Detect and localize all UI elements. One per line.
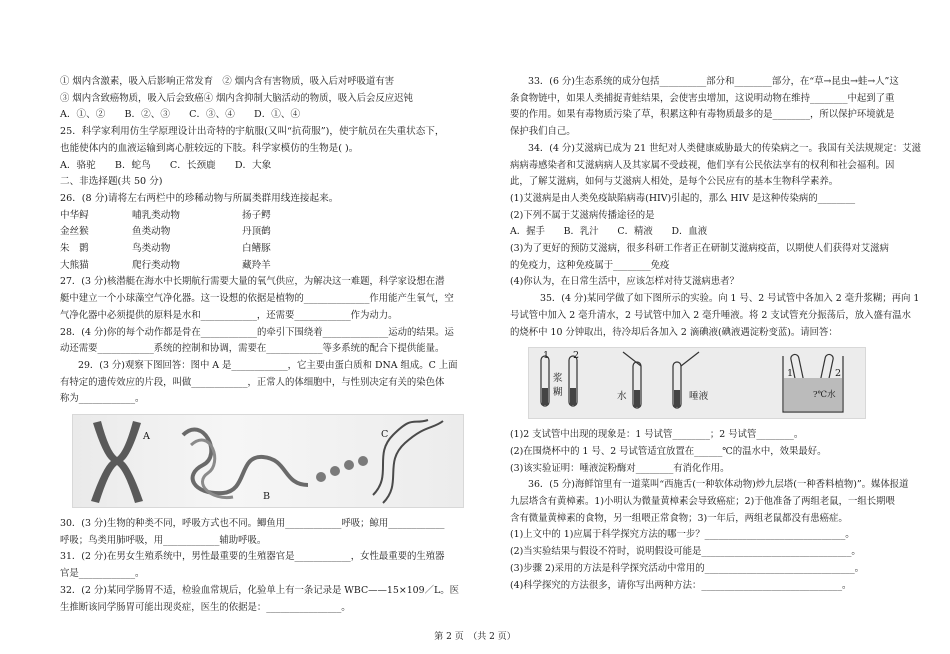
q33-line-4: 保护我们自己。 — [510, 126, 576, 138]
q36-line-3: 含有微量黄樟素的食物，另一组喂正常食物；3)一年后，两组老鼠都没有患癌症。 — [510, 512, 848, 524]
q34-line-2: 病病毒感染者和艾滋病病人及其家属不受歧视，他们享有公民依法享有的权利和社会福利。因 — [510, 159, 895, 171]
match-mid: 鸟类动物 — [132, 243, 171, 255]
q33-line-1: 33．(6 分)生态系统的成分包括__________部分和________部分，在“草→昆虫→蛙→人”这 — [528, 76, 899, 87]
q34-sub-3-line-2: 的免疫力，这种免疫属于________免疫 — [510, 259, 670, 271]
q29-line-1: 29．(3 分)观察下图回答：图中 A 是____________，它主要由蛋白质和 DNA 组成。C 上面 — [78, 359, 458, 371]
paste-fill — [634, 390, 640, 407]
q27-line-3: 气净化器中必须提供的原料是水和____________，还需要____________作为动力。 — [60, 309, 398, 321]
q34-line-3: 此，了解艾滋病，如何与艾滋病人相处，是每个公民应有的基本生物科学素养。 — [510, 176, 839, 188]
q35-sub-2: (2)在围烧杯中的 1 号、2 号试管适宜放置在______℃的温水中，效果最好。 — [510, 445, 827, 457]
q28-line-2: 动还需要____________系统的控制和协调，需要在____________等多系统的配合下提供能量。 — [60, 343, 445, 355]
q36-sub-4: (4)科学探究的方法很多，请你写出两种方法：______________________________。 — [510, 579, 852, 591]
q24-option-line-1: ① 烟内含激素，吸入后影响正常发育 ② 烟内含有害物质，吸入后对呼吸道有害 — [60, 76, 395, 87]
match-left: 大熊猫 — [60, 259, 89, 271]
q31-line-1: 31．(2 分)在男女生殖系统中，男性最重要的生殖器官是____________，女性最重要的生殖器 — [60, 551, 445, 563]
q24-answers: A．①、② B．②、③ C．③、④ D．①、④ — [60, 109, 301, 121]
q34-sub-4: (4)你认为，在日常生活中，应该怎样对待艾滋病患者？ — [510, 276, 739, 288]
test-tube-figure — [528, 347, 866, 419]
q26-prompt: 26．(8 分)请将左右两栏中的珍稀动物与所属类群用线连接起来。 — [60, 192, 339, 204]
match-left: 朱 鹮 — [60, 243, 89, 255]
q26-match-table — [60, 208, 440, 275]
tube-label-1: 1 — [543, 350, 550, 362]
beaker-water-label: ?℃水 — [813, 390, 836, 401]
q25-line-1: 25．科学家利用仿生学原理设计出奇特的宇航服(又叫“抗荷服”)，使宇航员在失重状态下， — [60, 126, 445, 138]
right-column — [510, 74, 921, 594]
match-left: 金丝猴 — [60, 226, 89, 238]
match-mid: 哺乳类动物 — [132, 209, 180, 221]
q32-line-2: 生推断该同学肠胃可能出现炎症，医生的依据是：________________。 — [60, 601, 351, 613]
section-heading: 二、非选择题(共 50 分) — [60, 176, 163, 188]
dropper — [681, 352, 699, 366]
q30-line-1: 30．(3 分)生物的种类不同，呼吸方式也不同。鲫鱼用____________呼吸；鲸用____________ — [60, 518, 445, 530]
tube-label-2: 2 — [573, 350, 580, 362]
q30-line-2: 呼吸；鸟类用肺呼吸，用____________辅助呼吸。 — [60, 534, 267, 546]
page-footer: 第 2 页 （共 2 页） — [434, 632, 516, 642]
q34-sub-1: (1)艾滋病是由人类免疫缺陷病毒(HIV)引起的，那么 HIV 是这种传染病的________ — [510, 192, 856, 204]
q36-sub-1: (1)上文中的 1)应属于科学探究方法的哪一步？______________________________。 — [510, 529, 855, 541]
q29-line-3: 称为____________。 — [60, 393, 145, 405]
q31-line-2: 官是____________。 — [60, 568, 145, 580]
figure-label-c: C — [381, 429, 389, 441]
beaker-tube-label-1: 1 — [787, 368, 794, 380]
paste-label-1: 浆 — [553, 373, 563, 385]
q32-line-1: 32．(2 分)某同学肠胃不适，检验血常规后，化验单上有一条记录是 WBC——15×109／L。医 — [60, 584, 459, 596]
q34-sub-2-options: A．握手 B．乳汁 C．精液 D．血液 — [510, 226, 708, 238]
q25-answers: A．骆驼 B．蛇鸟 C．长颈鹿 D．大象 — [60, 159, 272, 171]
coiled-fiber — [183, 430, 308, 498]
q33-line-2: 条食物链中，如果人类捕捉青蛙结果，会使害虫增加，这说明动物在维持________中起到了重 — [510, 92, 895, 104]
match-row — [60, 208, 440, 225]
match-row — [60, 224, 440, 241]
nucleosome-beads — [316, 456, 368, 482]
chromosome-shape — [91, 421, 143, 503]
q35-sub-1: (1)2 支试管中出现的现象是：1 号试管________；2 号试管________。 — [510, 429, 804, 441]
q29-line-2: 有特定的遗传效应的片段，叫做____________，正常人的体细胞中，与性别决定有关的染色体 — [60, 376, 445, 388]
match-mid: 鱼类动物 — [132, 226, 171, 238]
saliva-label: 唾液 — [689, 391, 709, 403]
match-right: 扬子鳄 — [242, 209, 271, 221]
test-tube-illustration — [529, 348, 865, 418]
q34-line-1: 34．(4 分)艾滋病已成为 21 世纪对人类健康威胁最大的传染病之一。我国有关法规规定：艾滋 — [528, 142, 921, 154]
left-column — [60, 74, 459, 616]
match-row — [60, 258, 440, 275]
paste-fill — [674, 390, 680, 407]
q24-option-line-2: ③ 烟内含致癌物质，吸入后会致癌④ 烟内含抑制大脑活动的物质，吸入后会反应迟钝 — [60, 92, 413, 104]
paste-label-2: 糊 — [553, 387, 563, 399]
q35-line-3: 的烧杯中 10 分钟取出，待冷却后各加入 2 滴碘液(碘液遇淀粉变蓝)。请回答： — [510, 326, 838, 338]
figure-label-a: A — [143, 431, 150, 443]
q35-sub-3: (3)该实验证明：唾液淀粉酶对________有消化作用。 — [510, 462, 730, 474]
match-right: 丹顶鹤 — [242, 226, 271, 238]
match-mid: 爬行类动物 — [132, 259, 180, 271]
dropper — [623, 352, 641, 366]
paste-fill — [570, 388, 576, 405]
q27-line-2: 艇中建立一个小球藻空气净化器。这一设想的依据是植物的______________作用能产生氧气，空 — [60, 293, 454, 305]
match-left: 中华鲟 — [60, 209, 89, 221]
water-label: 水 — [617, 391, 627, 403]
chromosome-dna-figure — [72, 414, 464, 508]
figure-label-b: B — [263, 491, 271, 503]
paste-fill — [542, 388, 548, 405]
q36-line-1: 36．(5 分)海鲜馆里有一道菜叫“西施舌(一种软体动物)炒九层塔(一种香料植物)”。媒体报道 — [528, 479, 909, 491]
q35-line-1: 35．(4 分)某同学做了如下图所示的实验。向 1 号、2 号试管中各加入 2 毫升浆糊；再向 1 — [540, 293, 920, 305]
q27-line-1: 27．(3 分)核潜艇在海水中长期航行需要大量的氧气供应，为解决这一难题，科学家设想在潜 — [60, 276, 445, 288]
match-right: 藏羚羊 — [242, 259, 271, 271]
q25-line-2: 也能使体内的血液运输到离心脏较远的下肢。科学家模仿的生物是( )。 — [60, 142, 359, 154]
beaker-tube-label-2: 2 — [835, 368, 842, 380]
q34-sub-3-line-1: (3)为了更好的预防艾滋病，很多科研工作者正在研制艾滋病疫苗，以期使人们获得对艾滋病 — [510, 243, 889, 255]
q36-line-2: 九层塔含有黄樟素。1)小明认为微量黄樟素会导致癌症；2)于他准备了两组老鼠，一组长期喂 — [510, 496, 895, 508]
q28-line-1: 28．(4 分)你的每个动作都是骨在____________的牵引下围绕着______________运动的结果。运 — [60, 326, 454, 338]
match-row — [60, 241, 440, 258]
q35-line-2: 号试管中加入 2 毫升清水，2 号试管中加入 2 毫升唾液。将 2 支试管充分振荡后，放入盛有温水 — [510, 309, 911, 321]
match-right: 白鳍豚 — [242, 243, 271, 255]
q36-sub-2: (2)当实验结果与假设不符时，说明假设可能是________________________________。 — [510, 546, 861, 558]
q33-line-3: 要的作用。如果有毒物质污染了草，积累这种有毒物质最多的是________，所以保护环境就是 — [510, 109, 895, 121]
q34-sub-2: (2)下列不属于艾滋病传播途径的是 — [510, 209, 655, 221]
q36-sub-3: (3)步骤 2)采用的方法是科学探究活动中常用的________________________________。 — [510, 562, 865, 574]
